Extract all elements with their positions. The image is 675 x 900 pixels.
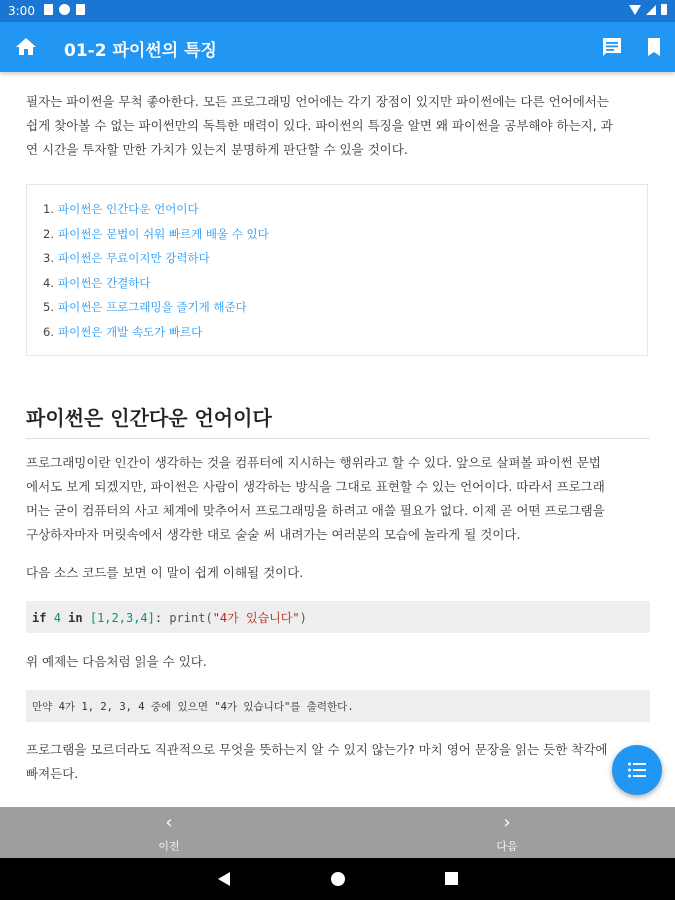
toc-item xyxy=(43,246,647,271)
recent-apps-icon[interactable] xyxy=(445,872,458,885)
paragraph-line: 에서도 보게 되겠지만, 파이썬은 사람이 생각하는 방식을 그대로 표현할 수 있는 언어이다. 따라서 프로그래 xyxy=(26,479,605,494)
paragraph-line: 위 예제는 다음처럼 읽을 수 있다. xyxy=(26,654,207,669)
table-of-contents xyxy=(26,184,648,356)
toc-icon[interactable] xyxy=(600,35,624,59)
toc-item xyxy=(43,222,647,247)
code-list: [1,2,3,4] xyxy=(89,611,155,625)
wifi-icon xyxy=(629,5,641,15)
intro-line: 필자는 파이썬을 무척 좋아한다. 모든 프로그래밍 언어에는 각기 장점이 있지만 파이썬에는 다른 언어에서는 xyxy=(26,94,609,109)
toc-link-4[interactable]: 파이썬은 간결하다 xyxy=(57,275,151,290)
code-block-translation: 만약 4가 1, 2, 3, 4 중에 있으면 "4가 있습니다"를 출력한다. xyxy=(26,690,650,722)
chevron-left-icon: ‹ xyxy=(165,812,173,833)
sd-card-icon xyxy=(76,4,85,15)
notification-icon xyxy=(59,4,70,15)
notification-icons xyxy=(44,4,85,15)
code-keyword: if xyxy=(32,611,47,625)
back-icon[interactable] xyxy=(218,872,230,886)
system-icons xyxy=(629,4,667,15)
system-nav-bar xyxy=(0,858,675,900)
status-time: 3:00 xyxy=(8,4,35,18)
paragraph-line: 빠져든다. xyxy=(26,766,79,781)
read-as-text xyxy=(26,650,650,674)
code-function: print( xyxy=(169,611,213,625)
paragraph-line: 구상하자마자 머릿속에서 생각한 대로 술술 써 내려가는 여러분의 모습에 놀라게 될 것이다. xyxy=(26,527,521,542)
paragraph-line: 다음 소스 코드를 보면 이 말이 쉽게 이해될 것이다. xyxy=(26,565,304,580)
toc-link-3[interactable]: 파이썬은 무료이지만 강력하다 xyxy=(57,251,210,265)
code-block xyxy=(26,601,650,633)
toc-item-number: 3. xyxy=(43,251,54,265)
toc-item xyxy=(43,271,647,296)
prev-label: 이전 xyxy=(158,840,180,853)
code-colon: : xyxy=(154,611,163,625)
paragraph-line: 프로그램을 모르더라도 직관적으로 무엇을 뜻하는지 알 수 있지 않는가? 마치 영어 문장을 읽는 듯한 착각에 xyxy=(26,742,608,757)
code-paren: ) xyxy=(299,611,307,625)
heading-divider xyxy=(26,438,650,439)
bookmark-icon[interactable] xyxy=(642,35,666,59)
toc-link-6[interactable]: 파이썬은 개발 속도가 빠르다 xyxy=(57,324,203,339)
toc-item-number: 4. xyxy=(43,275,54,290)
intro-line: 연 시간을 투자할 만한 가치가 있는지 분명하게 판단할 수 있을 것이다. xyxy=(26,142,408,157)
toc-item xyxy=(43,295,647,320)
notification-icon xyxy=(44,4,53,15)
list-icon xyxy=(628,762,646,778)
battery-icon xyxy=(661,4,667,15)
section-heading: 파이썬은 인간다운 언어이다 xyxy=(26,406,272,430)
closing-paragraph xyxy=(26,738,616,786)
intro-paragraph xyxy=(26,90,650,162)
page-title: 01-2 파이썬의 특징 xyxy=(64,41,217,61)
section-paragraph xyxy=(26,451,650,547)
toc-item-number: 1. xyxy=(43,202,54,216)
app-bar xyxy=(0,22,675,72)
toc-item-number: 6. xyxy=(43,324,54,339)
prev-button[interactable] xyxy=(109,807,229,858)
home-icon[interactable] xyxy=(14,35,38,59)
code-intro-text xyxy=(26,561,650,585)
chevron-right-icon: › xyxy=(503,812,511,833)
toc-link-5[interactable]: 파이썬은 프로그래밍을 즐기게 해준다 xyxy=(57,300,247,314)
status-bar xyxy=(0,0,675,22)
intro-line: 쉽게 찾아볼 수 없는 파이썬만의 독특한 매력이 있다. 파이썬의 특징을 알면 왜 파이썬을 공부해야 하는지, 과 xyxy=(26,118,613,133)
toc-item xyxy=(43,320,647,345)
code-keyword: in xyxy=(68,611,83,625)
signal-icon xyxy=(646,5,656,15)
next-button[interactable] xyxy=(447,807,567,858)
toc-item-number: 5. xyxy=(43,300,54,314)
bottom-navigation xyxy=(0,807,675,858)
toc-fab-button[interactable] xyxy=(612,745,662,795)
code-string: "4가 있습니다" xyxy=(212,611,300,625)
toc-item-number: 2. xyxy=(43,226,54,241)
home-circle-icon[interactable] xyxy=(331,872,345,886)
code-number: 4 xyxy=(53,611,61,625)
paragraph-line: 머는 굳이 컴퓨터의 사고 체계에 맞추어서 프로그래밍을 하려고 애쓸 필요가 없다. 이제 곧 어떤 프로그램을 xyxy=(26,503,605,518)
toc-link-2[interactable]: 파이썬은 문법이 쉬워 빠르게 배울 수 있다 xyxy=(57,226,269,241)
toc-link-1[interactable]: 파이썬은 인간다운 언어이다 xyxy=(57,202,199,216)
toc-item xyxy=(43,197,647,222)
next-label: 다음 xyxy=(496,840,518,853)
paragraph-line: 프로그래밍이란 인간이 생각하는 것을 컴퓨터에 지시하는 행위라고 할 수 있다. 앞으로 살펴볼 파이썬 문법 xyxy=(26,455,601,470)
